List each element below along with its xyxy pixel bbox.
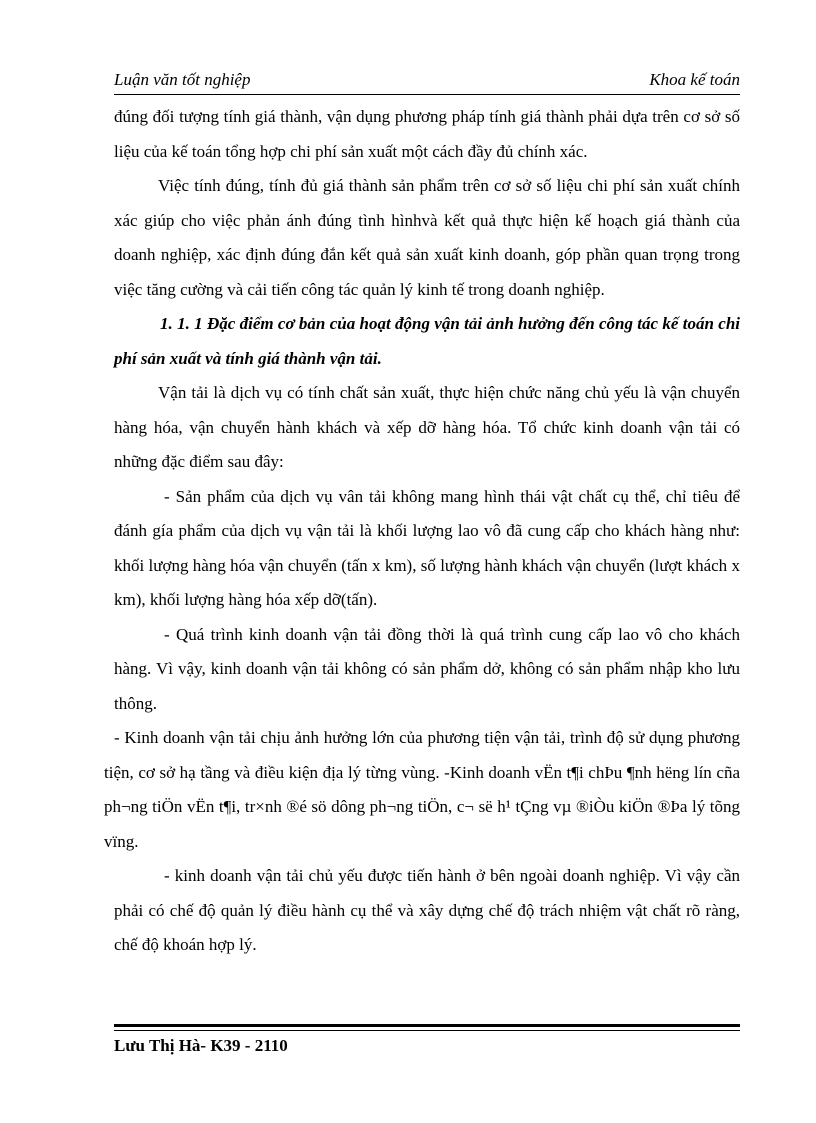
- paragraph-bullet-process: - Quá trình kinh doanh vận tải đồng thời là quá trình cung cấp lao vô cho khách hàng. Vì vậy, kinh doanh vận tải không có sản phẩm dở, không có sản phẩm nhập kho lưu thông.: [114, 624, 740, 713]
- paragraph-continuation: đúng đối tượng tính giá thành, vận dụng phương pháp tính giá thành phải dựa trên cơ sở số liệu của kế toán tổng hợp chi phí sản xuất một cách đầy đủ chính xác.: [114, 107, 740, 161]
- header-divider: [114, 94, 740, 95]
- paragraph-bullet-product: - Sản phẩm của dịch vụ vân tải không mang hình thái vật chất cụ thể, chỉ tiêu để đánh gía phẩm của dịch vụ vận tải là khối lượng lao vô đã cung cấp cho khách hàng như: khối lượng hàng hóa vận chuyển (tấn x km), số lượng hành khách vận chuyển (lượt khách x km), khối lượng hàng hóa xếp dỡ(tấn).: [114, 486, 740, 609]
- paragraph-pricing: Việc tính đúng, tính đủ giá thành sản phẩm trên cơ sở số liệu chi phí sản xuất chính xác giúp cho việc phản ánh đúng tình hìnhvà kết quả thực hiện kế hoạch giá thành của doanh nghiệp, xác định đúng đắn kết quả sản xuất kinh doanh, góp phần quan trọng trong việc tăng cường và cải tiến công tác quản lý kinh tế trong doanh nghiệp.: [114, 176, 740, 299]
- footer-author: Lưu Thị Hà- K39 - 2110: [114, 1036, 288, 1055]
- section-heading: 1. 1. 1 Đặc điểm cơ bản của hoạt động vận tải ảnh hưởng đến công tác kế toán chi phí sản xuất và tính giá thành vận tải.: [114, 314, 740, 368]
- page-header: [114, 70, 740, 94]
- footer-divider-thin: [114, 1030, 740, 1031]
- footer-divider-thick: [114, 1024, 740, 1027]
- header-thesis-label: Luận văn tốt nghiệp: [114, 70, 251, 89]
- paragraph-transport-intro: Vận tải là dịch vụ có tính chất sản xuất, thực hiện chức năng chủ yếu là vận chuyển hàng hóa, vận chuyển hành khách và xếp dỡ hàng hóa. Tổ chức kinh doanh vận tải có những đặc điểm sau đây:: [114, 383, 740, 471]
- document-body: [104, 100, 740, 963]
- paragraph-bullet-influence: - Kinh doanh vận tải chịu ảnh hưởng lớn của phương tiện vận tải, trình độ sử dụng phương tiện, cơ sở hạ tầng và điều kiện địa lý từng vùng. -Kinh doanh vËn t¶i chÞu ¶nh hëng lín cña ph¬ng tiÖn vËn t¶i, tr×nh ®é sö dông ph¬ng tiÖn, c¬ së h¹ tÇng vµ ®iÒu kiÖn ®Þa lý tõng vïng.: [104, 728, 740, 851]
- paragraph-bullet-external: - kinh doanh vận tải chủ yếu được tiến hành ở bên ngoài doanh nghiệp. Vì vậy cần phải có chế độ quản lý điều hành cụ thể và xây dựng chế độ trách nhiệm vật chất rõ ràng, chế độ khoán hợp lý.: [114, 866, 740, 954]
- header-department-label: Khoa kế toán: [649, 70, 740, 89]
